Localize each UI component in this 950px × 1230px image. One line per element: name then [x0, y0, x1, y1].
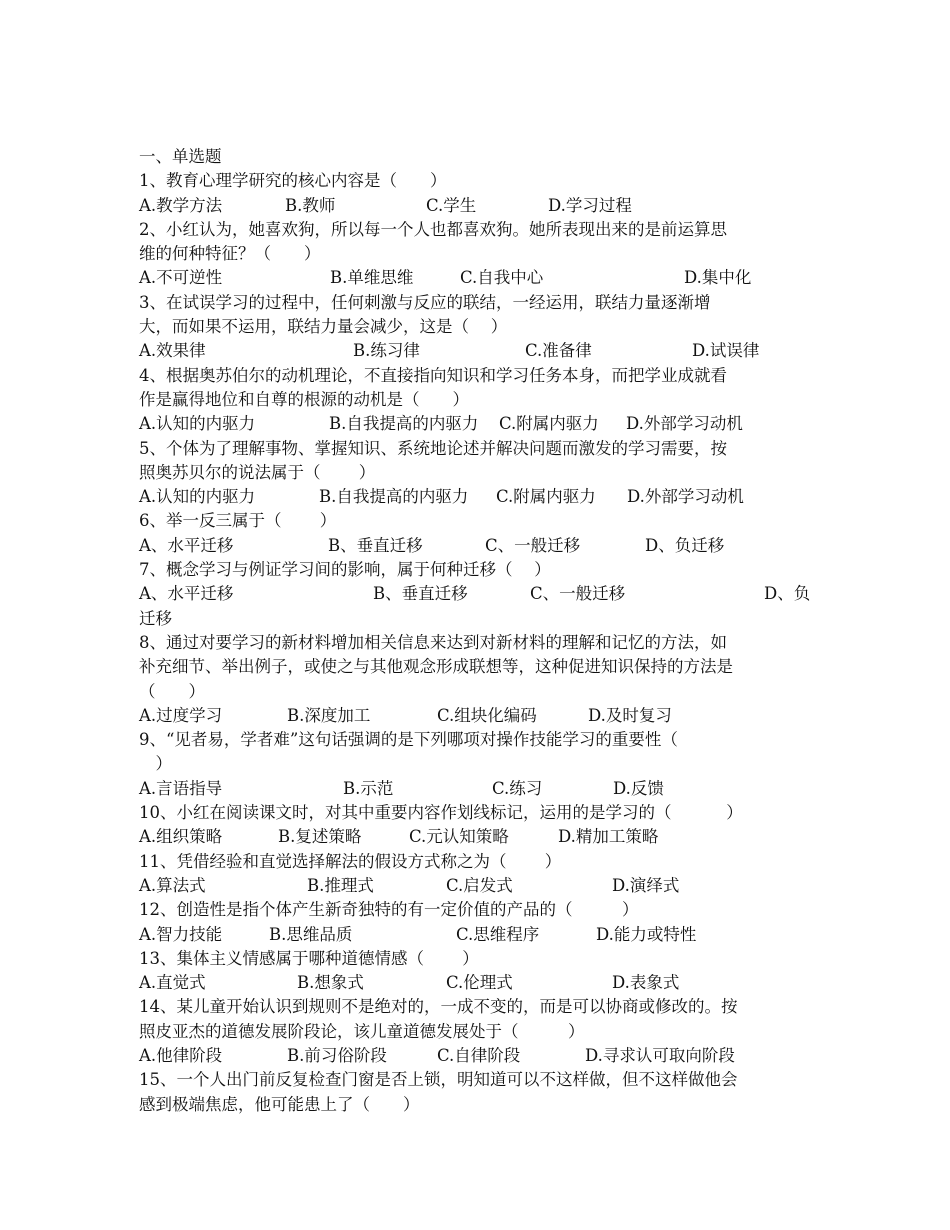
- question-7: [139, 558, 819, 631]
- question-stem: （ ）: [139, 681, 205, 701]
- option-b: B.推理式: [307, 875, 374, 895]
- options-row: [139, 971, 819, 995]
- option-a: A.智力技能: [139, 924, 223, 944]
- question-stem: 作是赢得地位和自尊的根源的动机是（ ）: [139, 389, 469, 409]
- option-a: A.效果律: [139, 341, 206, 361]
- options-row: [139, 339, 819, 363]
- question-10: [139, 801, 819, 850]
- option-c: C.自我中心: [460, 268, 544, 288]
- option-a: A.不可逆性: [139, 268, 223, 288]
- question-stem: 感到极端焦虑，他可能患上了（ ）: [139, 1094, 420, 1114]
- option-d: D.反馈: [613, 778, 664, 798]
- question-12: [139, 898, 819, 947]
- question-2: [139, 218, 819, 291]
- question-stem: 14、某儿童开始认识到规则不是绝对的，一成不变的，而是可以协商或修改的。按: [139, 997, 738, 1017]
- option-d: D.试误律: [692, 341, 760, 361]
- option-d: D.及时复习: [588, 705, 672, 725]
- options-row: [139, 412, 819, 436]
- options-row: [139, 777, 819, 801]
- question-stem: 4、根据奥苏伯尔的动机理论，不直接指向知识和学习任务本身，而把学业成就看: [139, 365, 727, 385]
- option-b: B.自我提高的内驱力: [329, 414, 479, 434]
- option-c: C.思维程序: [456, 924, 540, 944]
- option-d: D.表象式: [612, 973, 680, 993]
- option-c: C.组块化编码: [437, 705, 537, 725]
- question-1: [139, 169, 819, 218]
- option-c: C.附属内驱力: [499, 414, 599, 434]
- option-b: B.思维品质: [269, 924, 353, 944]
- question-14: [139, 995, 819, 1068]
- question-stem: 11、凭借经验和直觉选择解法的假设方式称之为（ ）: [139, 851, 562, 871]
- question-stem: 5、个体为了理解事物、掌握知识、系统地论述并解决问题而激发的学习需要，按: [139, 438, 727, 458]
- question-stem: 8、通过对要学习的新材料增加相关信息来达到对新材料的理解和记忆的方法，如: [139, 632, 727, 652]
- question-stem: 维的何种特征？（ ）: [139, 244, 321, 264]
- option-b: B.教师: [285, 195, 336, 215]
- question-stem: 照皮亚杰的道德发展阶段论，该儿童道德发展处于（ ）: [139, 1021, 585, 1041]
- option-d: D.寻求认可取向阶段: [585, 1045, 735, 1065]
- question-13: [139, 947, 819, 996]
- options-row: [139, 923, 819, 947]
- question-5: [139, 437, 819, 510]
- option-b: B.练习律: [353, 341, 420, 361]
- options-row: [139, 825, 819, 849]
- question-6: [139, 509, 819, 558]
- question-8: [139, 631, 819, 728]
- question-stem: 15、一个人出门前反复检查门窗是否上锁，明知道可以不这样做，但不这样做他会: [139, 1070, 738, 1090]
- options-row: [139, 534, 819, 558]
- option-d: D、负: [764, 584, 811, 604]
- option-c: C.练习: [492, 778, 543, 798]
- options-row: [139, 874, 819, 898]
- option-a: A.言语指导: [139, 778, 223, 798]
- option-d: D.能力或特性: [596, 924, 697, 944]
- options-row: [139, 266, 819, 290]
- question-stem: 2、小红认为，她喜欢狗，所以每一个人也都喜欢狗。她所表现出来的是前运算思: [139, 219, 727, 239]
- option-b: B.复述策略: [278, 827, 362, 847]
- question-stem: 6、举一反三属于（ ）: [139, 511, 337, 531]
- option-d: D.精加工策略: [558, 827, 659, 847]
- question-4: [139, 364, 819, 437]
- question-stem: 补充细节、举出例子，或使之与其他观念形成联想等，这种促进知识保持的方法是: [139, 657, 733, 677]
- question-stem: 7、概念学习与例证学习间的影响，属于何种迁移（ ）: [139, 560, 551, 580]
- option-a: A、水平迁移: [139, 584, 234, 604]
- options-row: [139, 582, 819, 606]
- option-b: B.示范: [343, 778, 394, 798]
- option-d: D.集中化: [684, 268, 752, 288]
- options-row: [139, 704, 819, 728]
- option-b: B.想象式: [297, 973, 364, 993]
- question-15: [139, 1068, 819, 1117]
- option-c: C.启发式: [446, 875, 513, 895]
- option-c: C.元认知策略: [409, 827, 509, 847]
- question-stem: 9、“见者易，学者难”这句话强调的是下列哪项对操作技能学习的重要性（: [139, 730, 678, 750]
- question-stem: 照奥苏贝尔的说法属于（ ）: [139, 462, 376, 482]
- question-stem: 12、创造性是指个体产生新奇独特的有一定价值的产品的（ ）: [139, 900, 639, 920]
- option-a: A.组织策略: [139, 827, 223, 847]
- option-c: C、一般迁移: [530, 584, 626, 604]
- question-3: [139, 291, 819, 364]
- option-b: B.前习俗阶段: [287, 1045, 387, 1065]
- question-11: [139, 850, 819, 899]
- options-row: [139, 1044, 819, 1068]
- option-c: C.准备律: [525, 341, 592, 361]
- question-9: [139, 728, 819, 801]
- option-c: C、一般迁移: [485, 535, 581, 555]
- option-a: A.认知的内驱力: [139, 414, 256, 434]
- option-c: C.附属内驱力: [496, 487, 596, 507]
- option-c: C.伦理式: [446, 973, 513, 993]
- option-b: B、垂直迁移: [328, 535, 423, 555]
- option-a: A.直觉式: [139, 973, 206, 993]
- options-row: [139, 194, 819, 218]
- question-stem: 10、小红在阅读课文时，对其中重要内容作划线标记，运用的是学习的（ ）: [139, 803, 743, 823]
- exam-page: [139, 145, 819, 1117]
- option-d: D.演绎式: [612, 875, 680, 895]
- option-a: A、水平迁移: [139, 535, 234, 555]
- question-stem: 13、集体主义情感属于哪种道德情感（ ）: [139, 948, 479, 968]
- option-d: D、负迁移: [645, 535, 725, 555]
- section-title: 一、单选题: [139, 147, 222, 166]
- options-row: [139, 485, 819, 509]
- question-stem: ）: [139, 754, 172, 774]
- option-a: A.算法式: [139, 875, 206, 895]
- option-b: B.自我提高的内驱力: [319, 487, 469, 507]
- option-d: D.外部学习动机: [627, 487, 744, 507]
- question-stem: 1、教育心理学研究的核心内容是（ ）: [139, 171, 447, 191]
- option-a: A.教学方法: [139, 195, 223, 215]
- option-a: A.他律阶段: [139, 1045, 223, 1065]
- question-stem: 3、在试误学习的过程中，任何刺激与反应的联结，一经运用，联结力量逐渐增: [139, 292, 711, 312]
- option-c: C.自律阶段: [437, 1045, 521, 1065]
- option-b: B.单维思维: [330, 268, 414, 288]
- option-a: A.过度学习: [139, 705, 223, 725]
- option-b: B.深度加工: [287, 705, 371, 725]
- option-c: C.学生: [426, 195, 477, 215]
- option-d-wrap: 迁移: [139, 608, 172, 628]
- option-d: D.学习过程: [548, 195, 632, 215]
- question-stem: 大，而如果不运用，联结力量会减少，这是（ ）: [139, 317, 508, 337]
- option-a: A.认知的内驱力: [139, 487, 256, 507]
- option-d: D.外部学习动机: [626, 414, 743, 434]
- option-b: B、垂直迁移: [373, 584, 468, 604]
